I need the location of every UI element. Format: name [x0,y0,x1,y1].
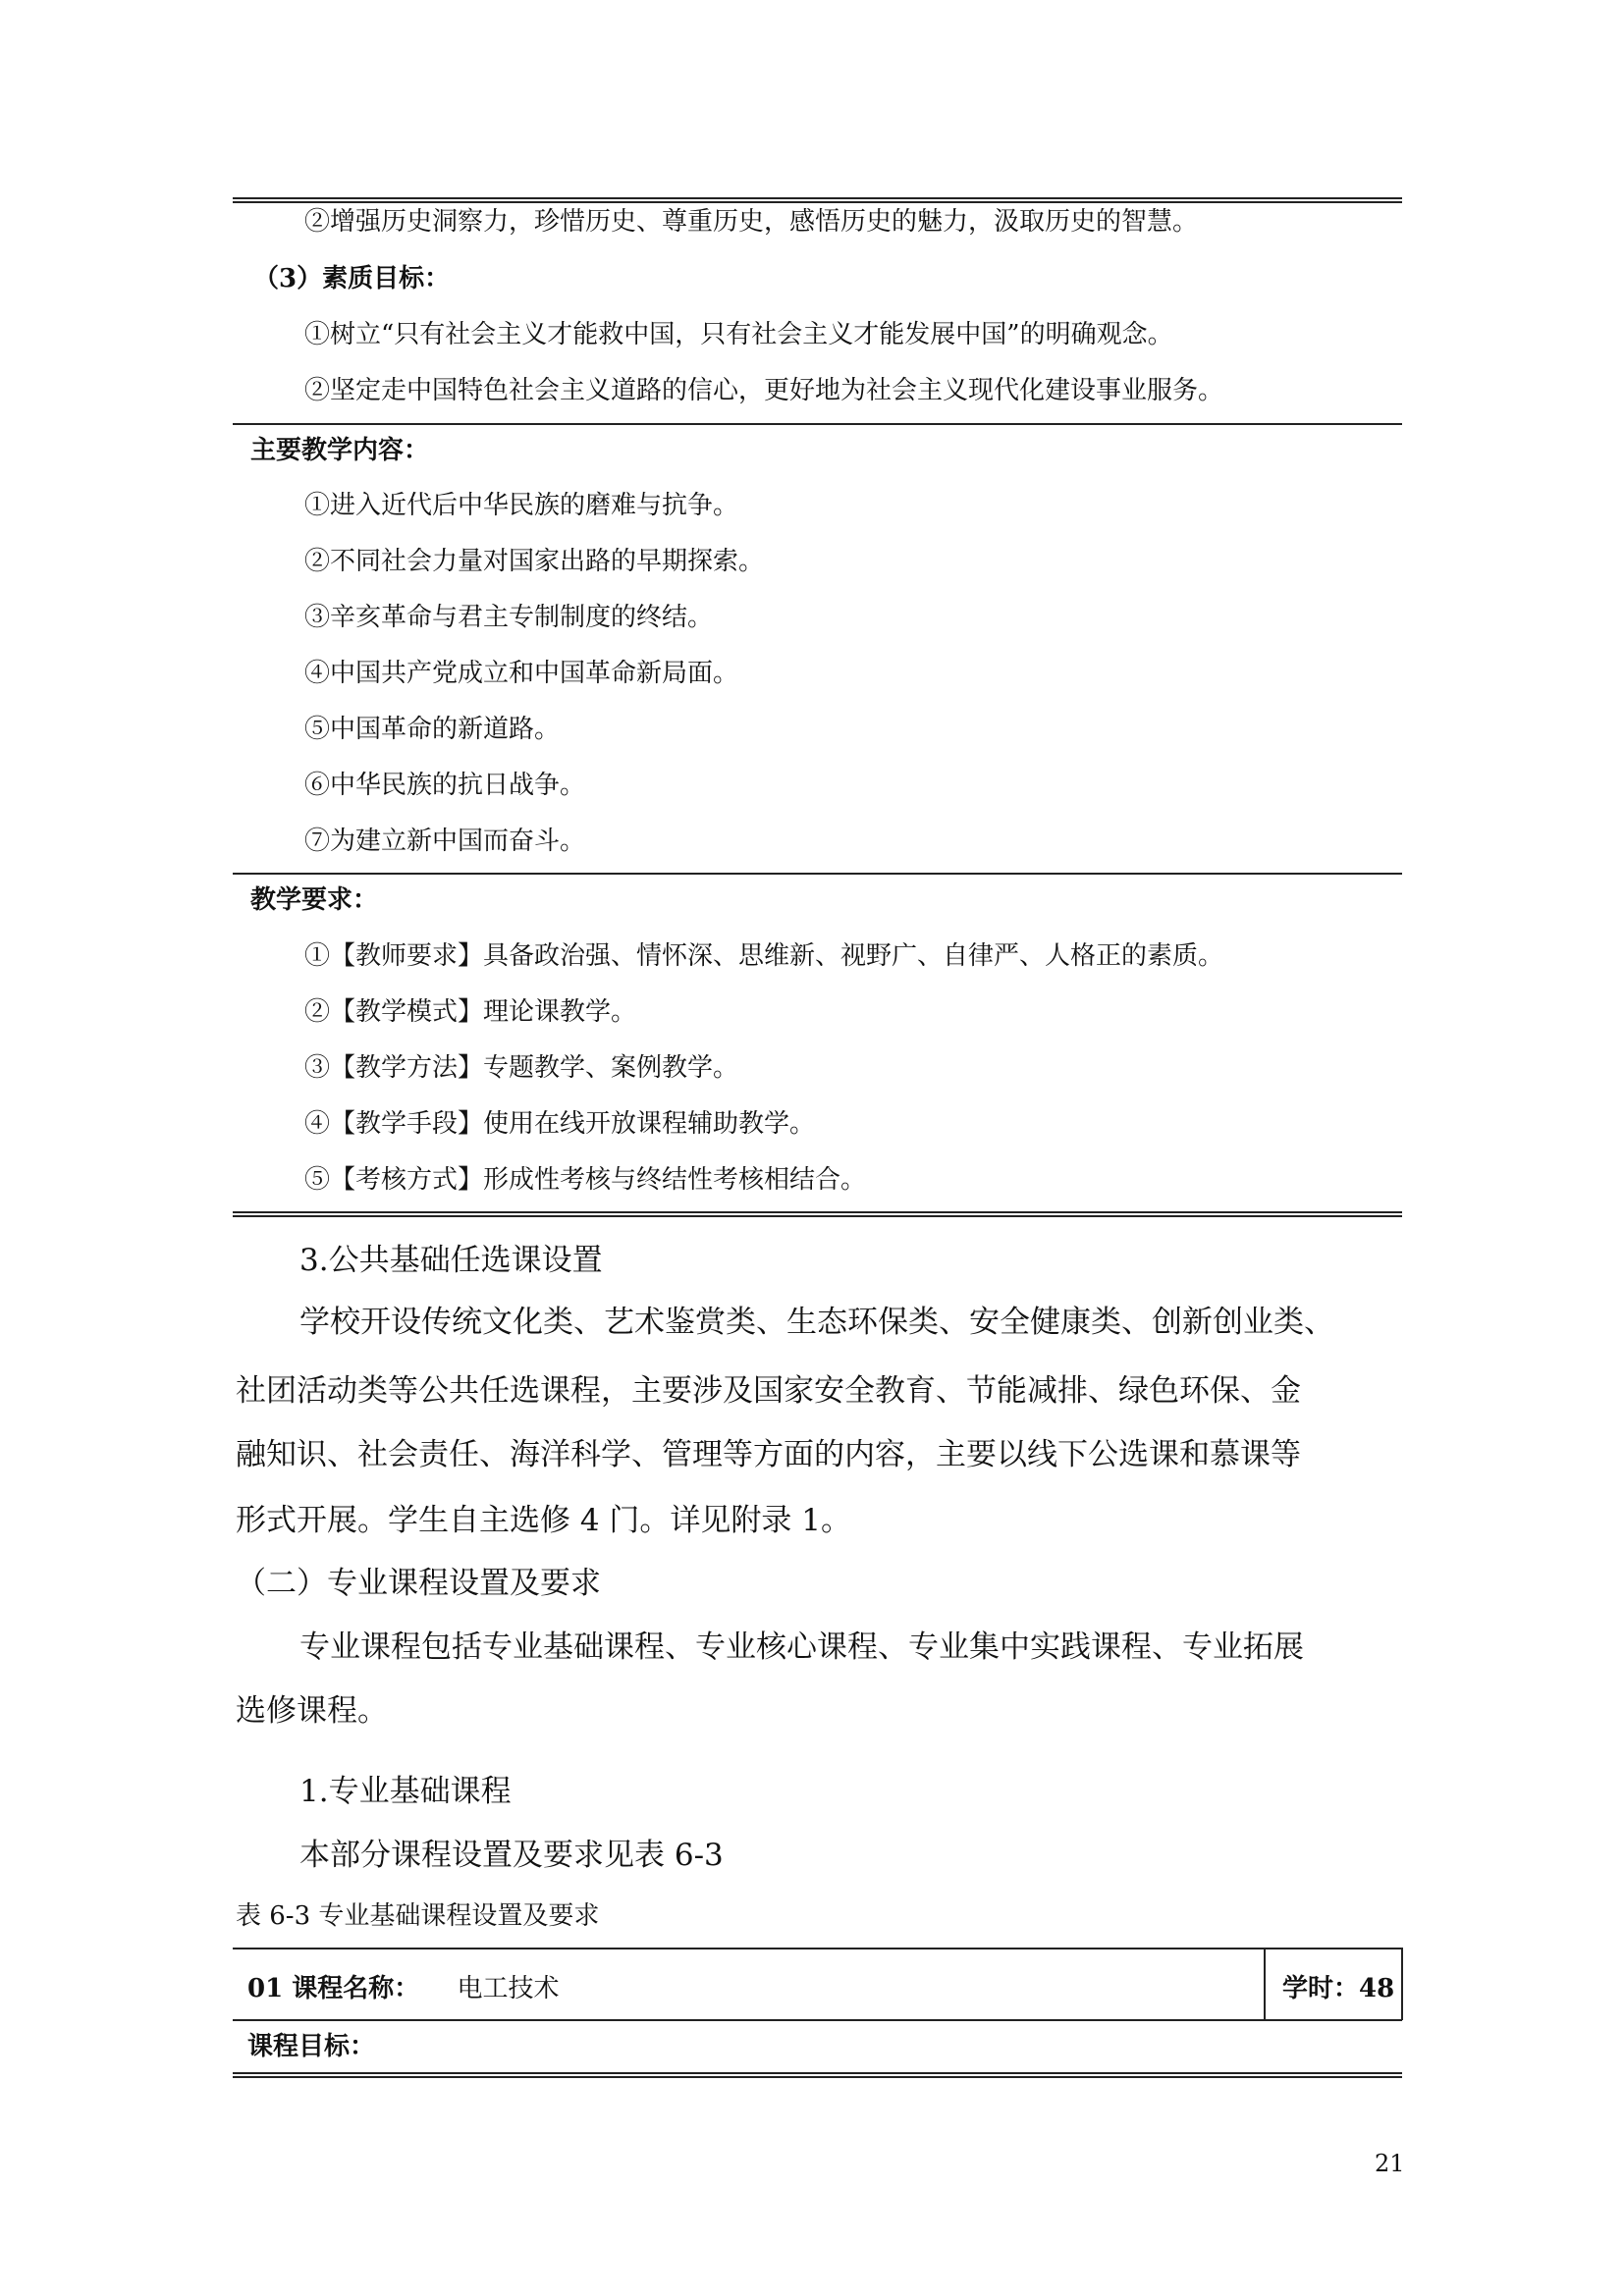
table-row-divider [233,2019,1402,2021]
paragraph-line: 学校开设传统文化类、艺术鉴赏类、生态环保类、安全健康类、创新创业类、 [299,1305,1334,1340]
paragraph-line: 本部分课程设置及要求见表 6-3 [299,1838,724,1873]
table-column-divider [1264,1948,1266,2020]
table-top-rule [233,1948,1402,1949]
section-title: （二）专业课程设置及要求 [236,1566,601,1601]
requirement-item: ⑤【考核方式】形成性考核与终结性考核相结合。 [304,1165,867,1195]
requirement-item: ①【教师要求】具备政治强、情怀深、思维新、视野广、自律严、人格正的素质。 [304,941,1224,971]
content-item: ④中国共产党成立和中国革命新局面。 [304,659,739,688]
quality-goal-heading: （3）素质目标： [253,264,451,294]
section-title: 1.专业基础课程 [299,1774,512,1809]
course-name-label: 01 课程名称： [247,1974,420,2003]
requirement-item: ④【教学手段】使用在线开放课程辅助教学。 [304,1109,816,1139]
table-right-border [1401,1948,1403,2020]
requirement-item: ②【教学模式】理论课教学。 [304,997,637,1027]
quality-goal-item: ①树立“只有社会主义才能救中国，只有社会主义才能发展中国”的明确观念。 [304,320,1173,349]
history-goal-line: ②增强历史洞察力，珍惜历史、尊重历史，感悟历史的魅力，汲取历史的智慧。 [304,207,1199,237]
table-bottom-rule [233,2072,1402,2074]
course-name-value: 电工技术 [457,1974,560,2003]
section-divider [233,423,1402,425]
table-bottom-rule [233,1211,1402,1213]
paragraph-line: 形式开展。学生自主选修 4 门。详见附录 1。 [236,1503,852,1538]
content-item: ①进入近代后中华民族的磨难与抗争。 [304,491,739,520]
content-item: ⑤中国革命的新道路。 [304,715,561,744]
section-title: 3.公共基础任选课设置 [299,1243,603,1278]
quality-goal-item: ②坚定走中国特色社会主义道路的信心，更好地为社会主义现代化建设事业服务。 [304,376,1224,405]
paragraph-line: 社团活动类等公共任选课程，主要涉及国家安全教育、节能减排、绿色环保、金 [236,1373,1301,1409]
paragraph-line: 融知识、社会责任、海洋科学、管理等方面的内容，主要以线下公选课和慕课等 [236,1437,1301,1472]
content-item: ⑦为建立新中国而奋斗。 [304,827,586,856]
content-item: ②不同社会力量对国家出路的早期探索。 [304,547,765,576]
table-top-rule [233,197,1402,199]
table-caption: 表 6-3 专业基础课程设置及要求 [236,1901,600,1931]
content-item: ③辛亥革命与君主专制制度的终结。 [304,603,714,632]
page-number: 21 [1375,2150,1405,2177]
requirement-item: ③【教学方法】专题教学、案例教学。 [304,1053,739,1083]
hours-value: 48 [1359,1974,1395,2003]
course-goal-label: 课程目标： [247,2032,376,2061]
requirement-heading: 教学要求： [250,885,379,915]
content-heading: 主要教学内容： [250,436,430,465]
content-item: ⑥中华民族的抗日战争。 [304,771,586,800]
hours-label: 学时： [1282,1974,1360,2003]
paragraph-line: 选修课程。 [236,1693,388,1729]
paragraph-line: 专业课程包括专业基础课程、专业核心课程、专业集中实践课程、专业拓展 [299,1629,1304,1665]
section-divider [233,873,1402,875]
